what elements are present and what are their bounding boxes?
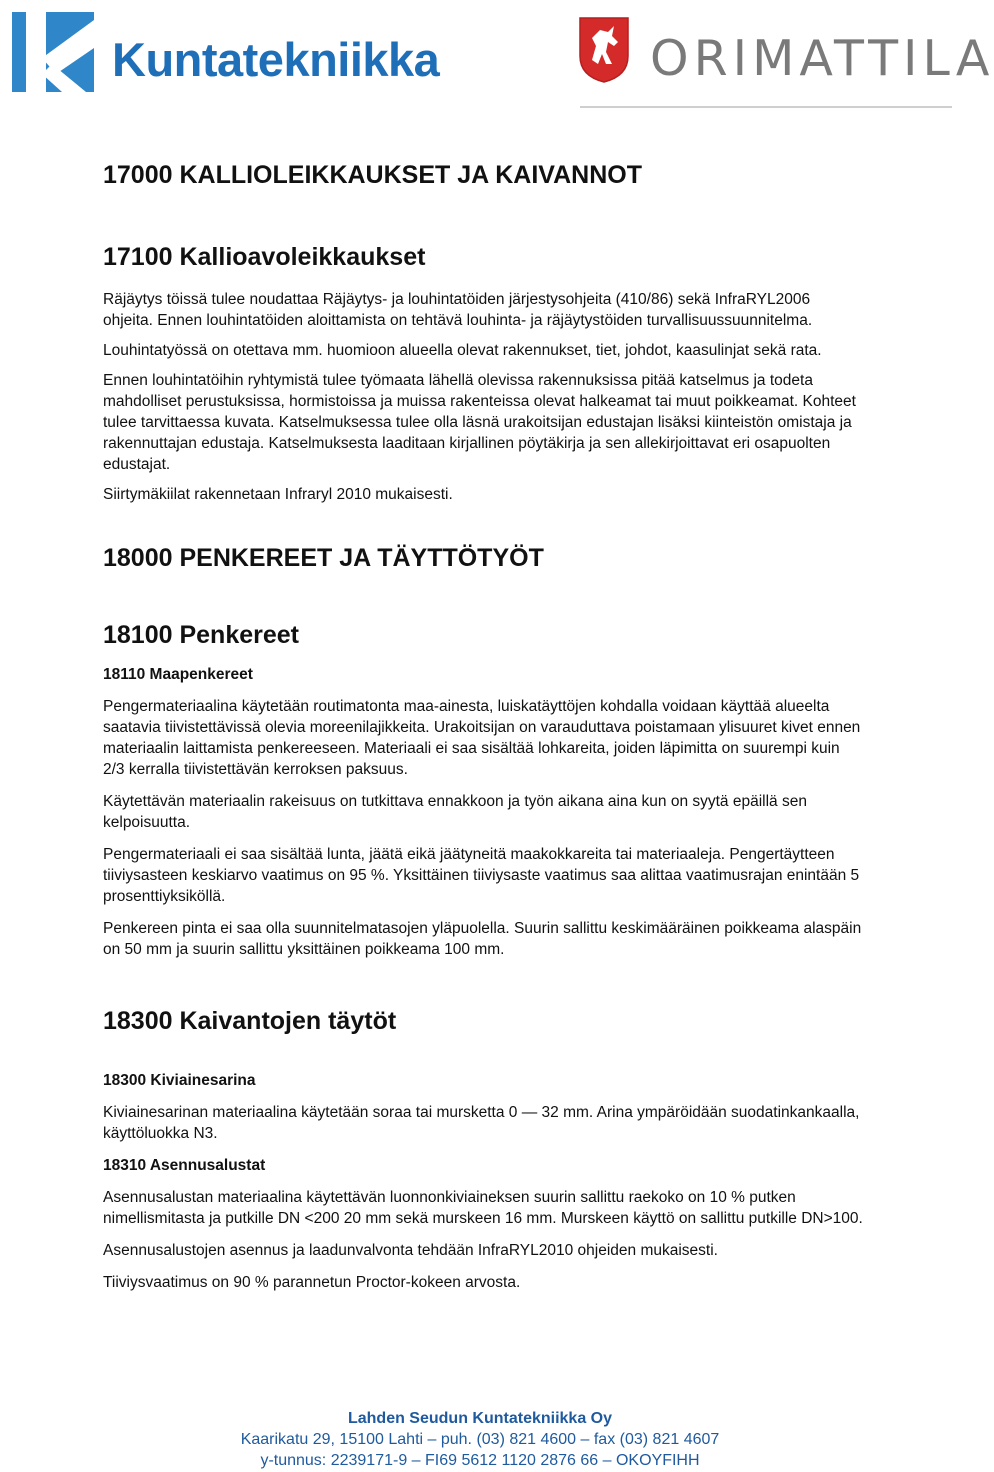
section-18300-heading: 18300 Kaivantojen täytöt <box>103 1007 397 1036</box>
orimattila-wordmark: ORIMATTILA <box>650 30 994 87</box>
section-18100-heading: 18100 Penkereet <box>103 621 299 649</box>
page-header <box>0 0 994 110</box>
section-18000-heading: 18000 PENKEREET JA TÄYTTÖTYÖT <box>103 544 544 572</box>
section-18110-paragraph-2: Käytettävän materiaalin rakeisuus on tutkittava ennakkoon ja työn aikana aina kun on syytä epäillä sen kelpoisuutta. <box>103 793 807 832</box>
section-18110-heading: 18110 Maapenkereet <box>103 666 253 683</box>
footer-ids: y-tunnus: 2239171-9 – FI69 5612 1120 2876 66 – OKOYFIHH <box>260 1452 700 1469</box>
kuntatekniikka-logo <box>12 12 482 96</box>
footer-company: Lahden Seudun Kuntatekniikka Oy <box>347 1410 613 1427</box>
kuntatekniikka-logo-mark <box>12 12 94 92</box>
section-17000-heading: 17000 KALLIOLEIKKAUKSET JA KAIVANNOT <box>103 161 642 189</box>
section-18110-paragraph-1: Pengermateriaalina käytetään routimatonta maa-ainesta, luiskatäyttöjen kohdalla voidaan käyttää alueelta saatavia tiivistettävissä olevia moreenilajikkeita. Urakoitsijan on varauduttava poistamaan ylisuuret kivet ennen materiaalin laittamista penkereeseen. Materiaali ei saa sisältää lohkareita, joiden läpimitta on suurempi kuin 2/3 kerralla tiivistettävän kerroksen paksuus. <box>103 698 861 779</box>
section-18110-paragraph-4: Penkereen pinta ei saa olla suunnitelmatasojen yläpuolella. Suurin sallittu keskimääräinen poikkeama alaspäin on 50 mm ja suurin sallittu yksittäinen poikkeama 100 mm. <box>103 920 862 959</box>
footer-address: Kaarikatu 29, 15100 Lahti – puh. (03) 821 4600 – fax (03) 821 4607 <box>240 1431 720 1448</box>
page-footer <box>0 1408 960 1471</box>
orimattila-crest-icon <box>578 16 630 84</box>
section-17100-paragraph-4: Siirtymäkiilat rakennetaan Infraryl 2010 mukaisesti. <box>103 486 453 503</box>
orimattila-logo <box>578 14 994 98</box>
section-18310-heading: 18310 Asennusalustat <box>103 1157 266 1175</box>
kuntatekniikka-wordmark: Kuntatekniikka <box>112 33 440 86</box>
section-18110-paragraph-3: Pengermateriaali ei saa sisältää lunta, jäätä eikä jäätyneitä maakokkareita tai materiaaleja. Pengertäytteen tiiviysasteen keskiarvo vaatimus on 95 %. Yksittäinen tiiviysaste vaatimus saa alittaa vaatimusrajan enintään 5 prosenttiyksiköllä. <box>103 846 860 906</box>
section-17100-paragraph-1: Räjäytys töissä tulee noudattaa Räjäytys- ja louhintatöiden järjestysohjeita (410/86) sekä InfraRYL2006 ohjeita. Ennen louhintatöiden aloittamista on tehtävä louhinta- ja räjäytystöiden turvallisuussuunnitelma. <box>103 291 813 329</box>
section-18300-kiviainesarina-heading: 18300 Kiviainesarina <box>103 1072 256 1090</box>
section-17100-heading: 17100 Kallioavoleikkaukset <box>103 243 426 271</box>
section-17100-paragraph-3: Ennen louhintatöihin ryhtymistä tulee työmaata lähellä olevissa rakennuksissa pitää katselmus ja todeta mahdolliset perustuksissa, hormistoissa ja muissa rakenteissa olevat halkeamat tai muut poikkeamat. Kohteet tulee tarvittaessa kuvata. Katselmuksessa tulee olla läsnä urakoitsijan edustajan lisäksi kiinteistön omistaja ja rakennuttajan edustaja. Katselmuksesta laaditaan kirjallinen pöytäkirja ja sen allekirjoittavat eri osapuolten edustajat. <box>103 372 856 473</box>
section-18300-kiviainesarina-paragraph: Kiviainesarinan materiaalina käytetään soraa tai murskettа 0 — 32 mm. Arina ympäröidään suodatinkankaalla, käyttöluokka N3. <box>103 1104 860 1143</box>
section-18310-paragraph-2: Asennusalustojen asennus ja laadunvalvonta tehdään InfraRYL2010 ohjeiden mukaisesti. <box>103 1242 718 1260</box>
section-18310-paragraph-3: Tiiviysvaatimus on 90 % parannetun Proctor-kokeen arvosta. <box>103 1274 521 1292</box>
document-body <box>103 160 863 1293</box>
header-divider <box>580 106 952 108</box>
section-17100-paragraph-2: Louhintatyössä on otettava mm. huomioon alueella olevat rakennukset, tiet, johdot, kaasulinjat sekä rata. <box>103 342 822 359</box>
section-18310-paragraph-1: Asennusalustan materiaalina käytettävän luonnonkiviaineksen suurin sallittu raekoko on 10 % putken nimellismitasta ja putkille DN <200 20 mm sekä murskeen 16 mm. Murskeen käyttö on sallittu putkille DN>100. <box>103 1189 863 1228</box>
